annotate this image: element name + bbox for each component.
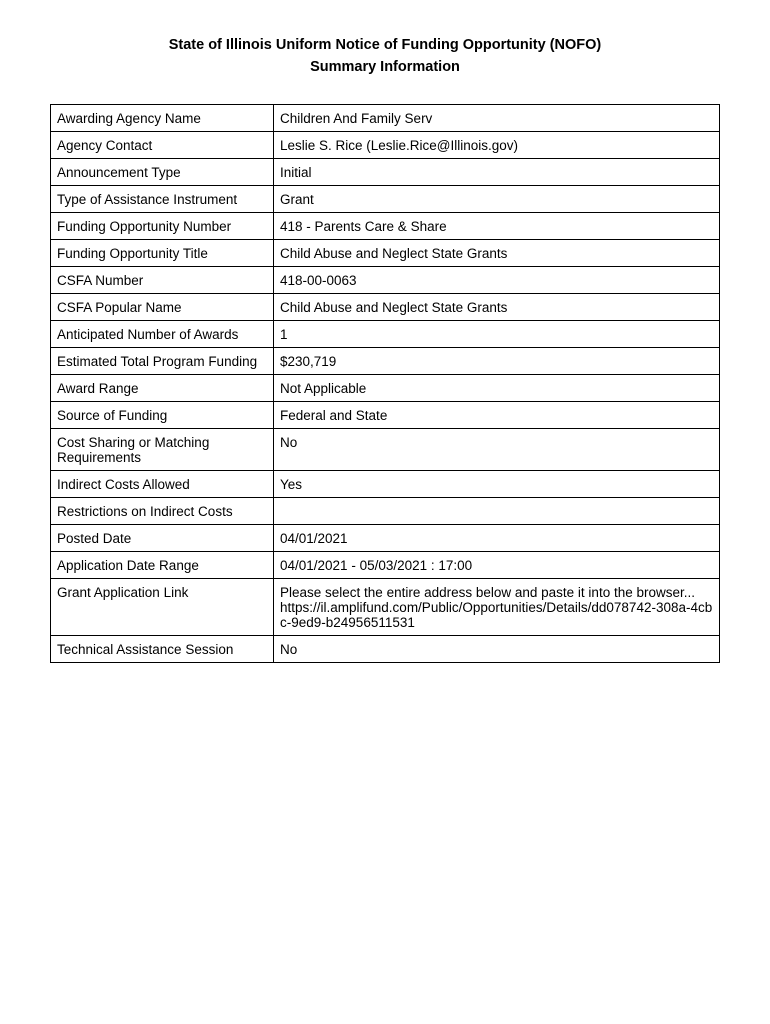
table-row (51, 213, 720, 240)
grant-application-link[interactable]: https://il.amplifund.com/Public/Opportunities/Details/dd078742-308a-4cbc-9ed9-b24956511531 (280, 600, 713, 630)
table-row (51, 321, 720, 348)
table-row (51, 186, 720, 213)
row-value: 1 (274, 321, 720, 348)
row-label: Funding Opportunity Number (51, 213, 274, 240)
row-value: Child Abuse and Neglect State Grants (274, 240, 720, 267)
row-label: Funding Opportunity Title (51, 240, 274, 267)
row-value: 04/01/2021 (274, 525, 720, 552)
table-row (51, 132, 720, 159)
row-label: Grant Application Link (51, 579, 274, 636)
title-line-2: Summary Information (310, 59, 460, 75)
row-label: Award Range (51, 375, 274, 402)
row-label: Type of Assistance Instrument (51, 186, 274, 213)
row-label: Indirect Costs Allowed (51, 471, 274, 498)
row-value: 04/01/2021 - 05/03/2021 : 17:00 (274, 552, 720, 579)
row-value: Initial (274, 159, 720, 186)
table-row (51, 267, 720, 294)
table-row (51, 471, 720, 498)
row-value: 418 - Parents Care & Share (274, 213, 720, 240)
row-label: Awarding Agency Name (51, 105, 274, 132)
row-label: CSFA Number (51, 267, 274, 294)
row-label: Estimated Total Program Funding (51, 348, 274, 375)
row-value (274, 498, 720, 525)
link-instruction: Please select the entire address below and paste it into the browser... (280, 585, 695, 600)
row-value: No (274, 636, 720, 663)
grant-application-link-cell (274, 579, 720, 636)
table-row (51, 402, 720, 429)
row-label: Agency Contact (51, 132, 274, 159)
row-value: Grant (274, 186, 720, 213)
row-label: Cost Sharing or Matching Requirements (51, 429, 274, 471)
table-row (51, 552, 720, 579)
row-value: Leslie S. Rice (Leslie.Rice@Illinois.gov) (274, 132, 720, 159)
table-row (51, 294, 720, 321)
row-value: 418-00-0063 (274, 267, 720, 294)
row-value: Yes (274, 471, 720, 498)
document-title (0, 34, 770, 78)
table-row (51, 240, 720, 267)
row-value: $230,719 (274, 348, 720, 375)
row-label: Technical Assistance Session (51, 636, 274, 663)
row-label: Posted Date (51, 525, 274, 552)
table-row (51, 579, 720, 636)
row-value: Federal and State (274, 402, 720, 429)
table-row (51, 498, 720, 525)
row-value: Children And Family Serv (274, 105, 720, 132)
table-row (51, 429, 720, 471)
table-row (51, 375, 720, 402)
table-row (51, 636, 720, 663)
row-label: CSFA Popular Name (51, 294, 274, 321)
row-label: Anticipated Number of Awards (51, 321, 274, 348)
row-value: Not Applicable (274, 375, 720, 402)
table-row (51, 105, 720, 132)
row-label: Restrictions on Indirect Costs (51, 498, 274, 525)
title-line-1: State of Illinois Uniform Notice of Funding Opportunity (NOFO) (168, 37, 602, 53)
row-value: Child Abuse and Neglect State Grants (274, 294, 720, 321)
summary-table (50, 104, 720, 663)
row-label: Source of Funding (51, 402, 274, 429)
row-label: Application Date Range (51, 552, 274, 579)
table-row (51, 525, 720, 552)
table-row (51, 159, 720, 186)
row-value: No (274, 429, 720, 471)
row-label: Announcement Type (51, 159, 274, 186)
table-row (51, 348, 720, 375)
